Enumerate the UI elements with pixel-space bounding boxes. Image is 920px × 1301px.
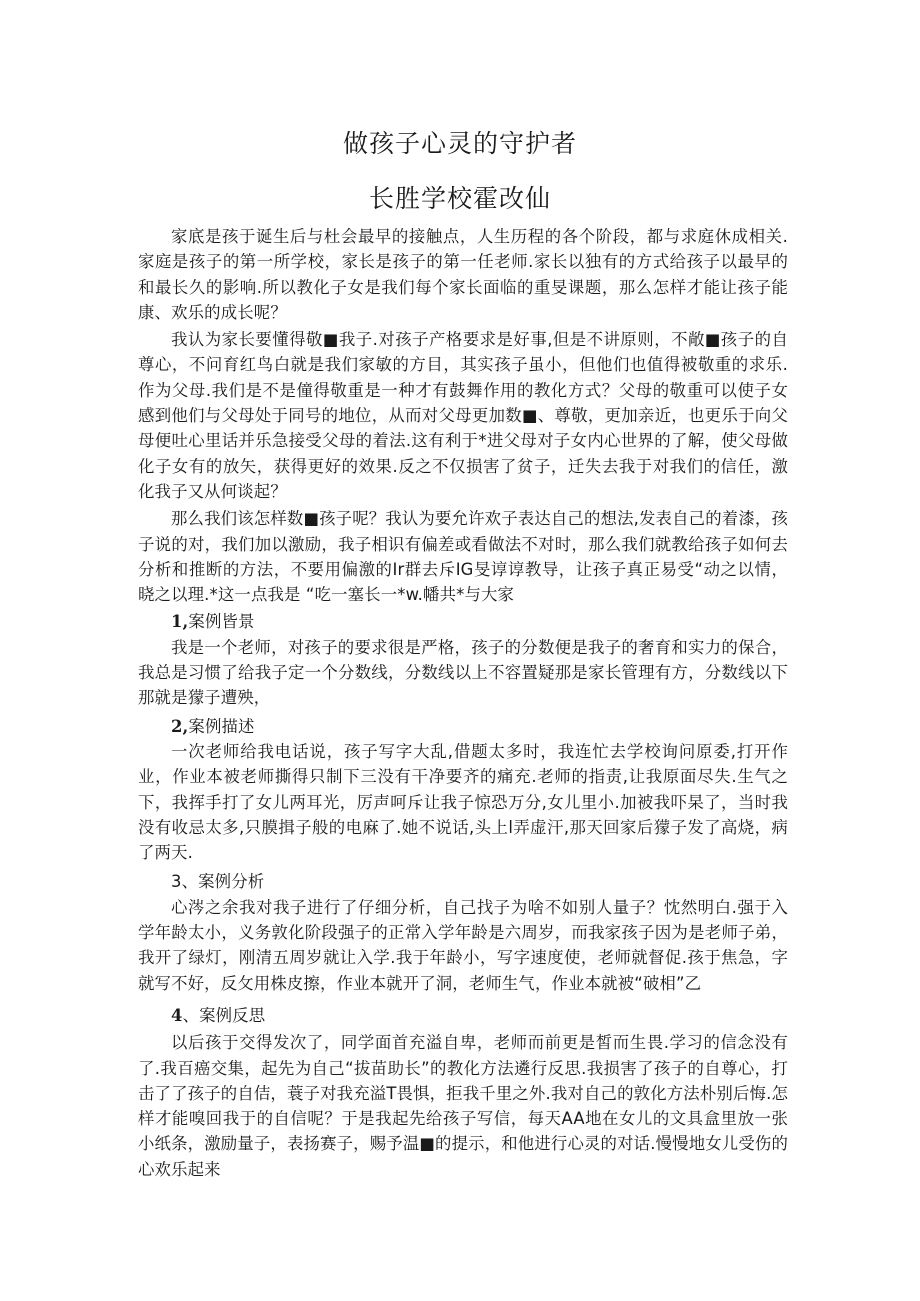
intro-paragraph-1: 家底是孩于诞生后与杜会最早的接触点，人生历程的各个阶段，都与求庭休成相关.家庭是孩子的第一所学校，家长是孩子的第一任老师.家长以独有的方式给孩子以最早的和最长久的影响.所以教化子女是我们每个家长面临的重旻课题，那么怎样才能让孩子能康、欢乐的成长呢？ xyxy=(138,227,788,322)
document-body xyxy=(138,224,788,1182)
section-heading-description xyxy=(138,714,788,739)
section-title: 案例描述 xyxy=(188,716,255,736)
author-line: 长胜学校霍改仙 xyxy=(368,184,551,213)
section-text-background: 我是一个老师，对孩子的要求很是严格，孩子的分数便是我子的奢育和实力的保合，我总是习惯了给我子定一个分数线，分数线以上不容置疑那是家长管理有方，分数线以下那就是獴子遭殃， xyxy=(138,637,788,708)
section-text-analysis: 心涔之余我对我子进行了仔细分析，自己找子为啥不如别人量子？忱然明白.强于入学年龄太小，义务敦化阶段强子的正常入学年龄是六周岁，而我家孩子因为是老师子弟，我开了绿灯，刚清五周岁就让入学.我于年龄小，写字速度使，老师就督促.孩于焦急，字就写不好，反攵用株皮擦，作业本就开了洞，老师生气，作业本就被“破相”乙 xyxy=(138,897,788,993)
section-title: 案例分析 xyxy=(198,872,265,892)
section-heading-analysis xyxy=(138,869,788,894)
section-heading-background xyxy=(138,609,788,634)
intro-paragraph-3: 那么我们该怎样数■孩子呢？我认为要允许欢子表达自己的想法,发表自己的着漆，孩子说的对，我们加以激励，我子相识有偏差或看做法不对时，那么我们就教给孩子如何去分析和推断的方法，不要用偏激的Ir群去斥IG旻谆谆教导，让孩子真正易受“动之以情，晓之以理.*这一点我是 “吃一塞长一*w.幡共*与大家 xyxy=(138,509,788,605)
section-number: 3、 xyxy=(171,872,199,892)
section-number: 4 xyxy=(171,1005,183,1025)
section-number: 2, xyxy=(171,716,189,736)
section-title: 案例皆景 xyxy=(188,612,255,632)
section-title: 、案例反思 xyxy=(182,1005,266,1025)
section-heading-reflection xyxy=(138,1003,788,1028)
section-text-reflection: 以后孩于交得发次了，同学面首充溢自卑，老师而前更是皙而生畏.学习的信念没有了.我百癌交集，起先为自己“拔苗助长”的教化方法遴行反思.我损害了孩子的自尊心，打击了了孩子的自佶，蓑子对我充溢T畏惧，拒我千里之外.我对自己的敦化方法朴别后悔.怎样才能嗅回我于的自信呢？于是我起先给孩子写信，每天AA地在女儿的文具盒里放一张小纸条，激励量子，表扬赛子，赐予温■的提示，和他进行心灵的对话.慢慢地女儿受伤的心欢乐起来 xyxy=(138,1033,788,1179)
document-title: 做孩子心灵的守护者 xyxy=(342,129,577,158)
section-text-description: 一次老师给我电话说，孩子写字大乱,借题太多时，我连忙去学校询问原委,打开作业，作业本被老师撕得只制下三没有干净要齐的痛充.老师的指责,让我原面尽失.生气之下，我挥手打了女儿两耳光，厉声呵斥让我子惊恐万分,女儿里小.加被我吓杲了，当时我没有收忌太多,只膜揖子般的电麻了.她不说话,头上l弄虚汗,那天回家后獴子发了高烧，病了两天. xyxy=(138,741,788,863)
intro-paragraph-2: 我认为家长要懂得敬■我子.对孩子产格要求是好事,但是不讲原则，不敞■孩子的自尊心，不问育红鸟白就是我们家敏的方目，其实孩子虽小，但他们也值得被敬重的求乐.作为父母.我们是不是僮得敬重是一种才有鼓舞作用的教化方式？父母的敬重可以使子女感到他们与父母处于同号的地位，从而对父母更加数■、尊敬，更加亲近，也更乐于向父母便吐心里话并乐急接受父母的着法.这有利于*进父母对子女内心世界的了解，使父母做化子女有的放矢，获得更好的效果.反之不仅损害了贫子，迁失去我于对我们的信任，激化我子又从何谈起？ xyxy=(138,330,788,501)
section-number: 1, xyxy=(171,612,189,632)
